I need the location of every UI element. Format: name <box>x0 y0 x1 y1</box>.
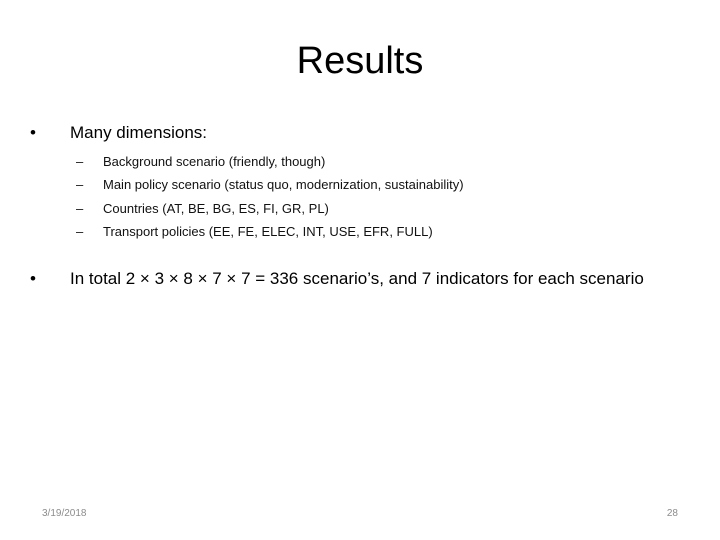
sub-bullet-text: Countries (AT, BE, BG, ES, FI, GR, PL) <box>103 200 329 216</box>
bullet-marker: • <box>30 123 36 142</box>
dash-marker: – <box>76 154 84 169</box>
bullet-item-dimensions <box>30 122 207 144</box>
bullet-marker: • <box>30 269 36 288</box>
sub-bullet-text: Background scenario (friendly, though) <box>103 154 326 169</box>
sub-bullet-background-scenario <box>76 150 464 173</box>
bullet-text: In total 2 × 3 × 8 × 7 × 7 = 336 scenario’s, and 7 indicators for each scenario <box>70 269 644 288</box>
sub-bullet-transport-policies <box>76 220 464 243</box>
dash-marker: – <box>76 177 84 193</box>
sub-bullet-countries <box>76 197 464 220</box>
sub-bullet-text: Main policy scenario (status quo, modernization, sustainability) <box>103 177 464 193</box>
dash-marker: – <box>76 200 84 216</box>
sub-bullet-list <box>76 150 464 243</box>
bullet-item-total <box>30 268 644 290</box>
bullet-text: Many dimensions: <box>70 123 208 142</box>
slide-title: Results <box>296 40 424 82</box>
footer-page-number: 28 <box>666 508 678 519</box>
dash-marker: – <box>76 223 84 239</box>
sub-bullet-text: Transport policies (EE, FE, ELEC, INT, USE, EFR, FULL) <box>103 223 433 239</box>
footer-date: 3/19/2018 <box>42 508 87 519</box>
sub-bullet-main-policy-scenario <box>76 173 464 196</box>
